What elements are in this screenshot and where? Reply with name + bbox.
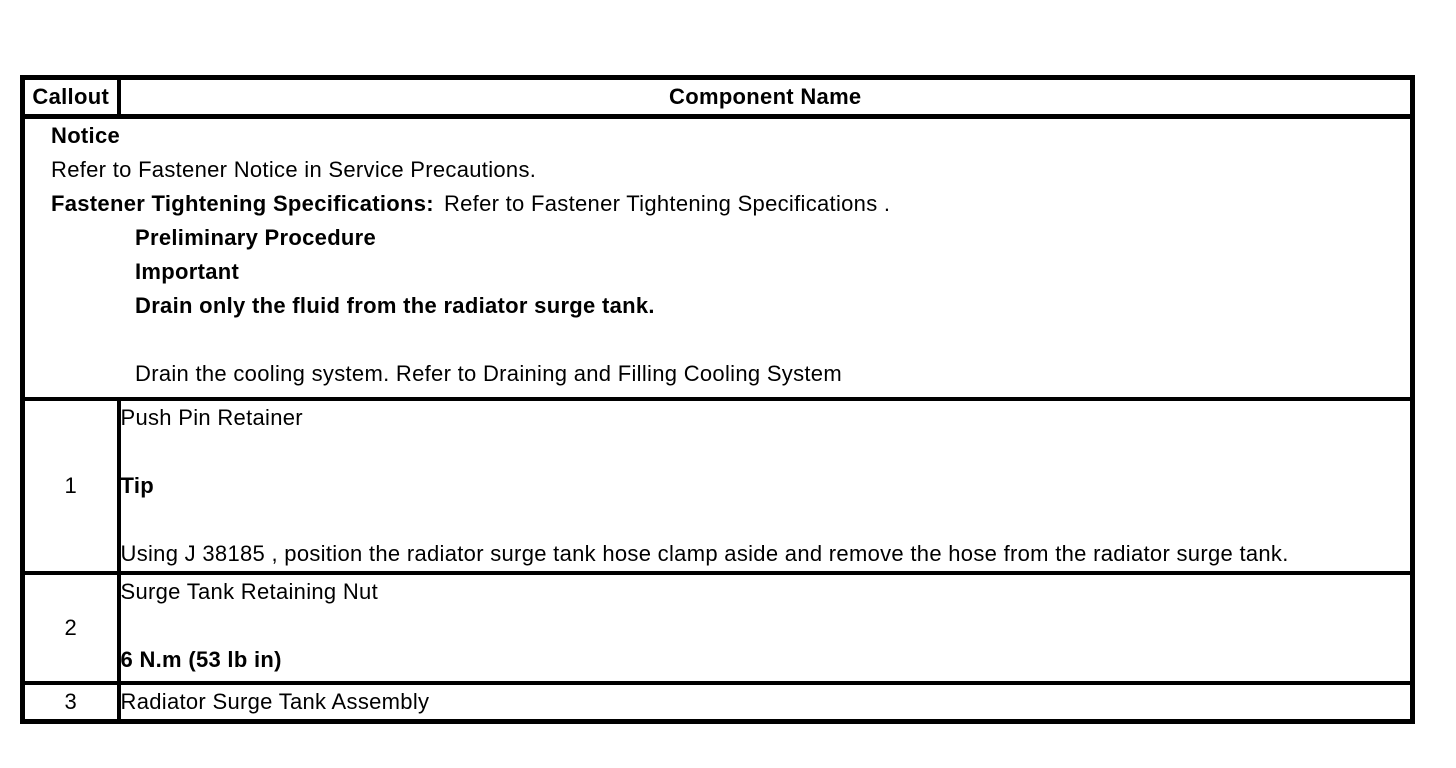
fastener-spec-line <box>25 187 1410 221</box>
component-column-header: Component Name <box>119 78 1413 117</box>
notice-cell <box>23 117 1413 400</box>
torque-spec: 6 N.m (53 lb in) <box>120 647 282 672</box>
drain-only-line: Drain only the fluid from the radiator surge tank. <box>135 293 655 318</box>
table-row <box>23 573 1413 683</box>
blank-line <box>121 503 1411 537</box>
notice-row <box>23 117 1413 400</box>
notice-refer-line: Refer to Fastener Notice in Service Precautions. <box>51 157 537 182</box>
callout-number: 2 <box>23 573 119 683</box>
component-cell <box>119 573 1413 683</box>
component-cell <box>119 683 1413 722</box>
notice-title: Notice <box>51 123 121 148</box>
fastener-spec-text: Refer to Fastener Tightening Specifications . <box>443 191 891 216</box>
preliminary-procedure-line: Preliminary Procedure <box>135 225 377 250</box>
callout-column-header: Callout <box>23 78 119 117</box>
tip-label: Tip <box>120 473 154 498</box>
component-name: Radiator Surge Tank Assembly <box>120 689 430 714</box>
blank-line <box>121 435 1411 469</box>
drain-cooling-line: Drain the cooling system. Refer to Draining and Filling Cooling System <box>135 361 842 386</box>
component-callout-table <box>20 75 1415 724</box>
component-name: Surge Tank Retaining Nut <box>120 579 379 604</box>
important-line: Important <box>135 259 240 284</box>
component-name: Push Pin Retainer <box>120 405 303 430</box>
callout-number: 1 <box>23 399 119 573</box>
tip-instruction: Using J 38185 , position the radiator surge tank hose clamp aside and remove the hose from the radiator surge tank. <box>120 541 1289 566</box>
fastener-spec-label: Fastener Tightening Specifications: <box>51 191 434 216</box>
table-row <box>23 399 1413 573</box>
blank-line <box>121 609 1411 643</box>
table-header-row <box>23 78 1413 117</box>
component-cell <box>119 399 1413 573</box>
callout-number: 3 <box>23 683 119 722</box>
table-row <box>23 683 1413 722</box>
blank-line <box>25 323 1410 357</box>
